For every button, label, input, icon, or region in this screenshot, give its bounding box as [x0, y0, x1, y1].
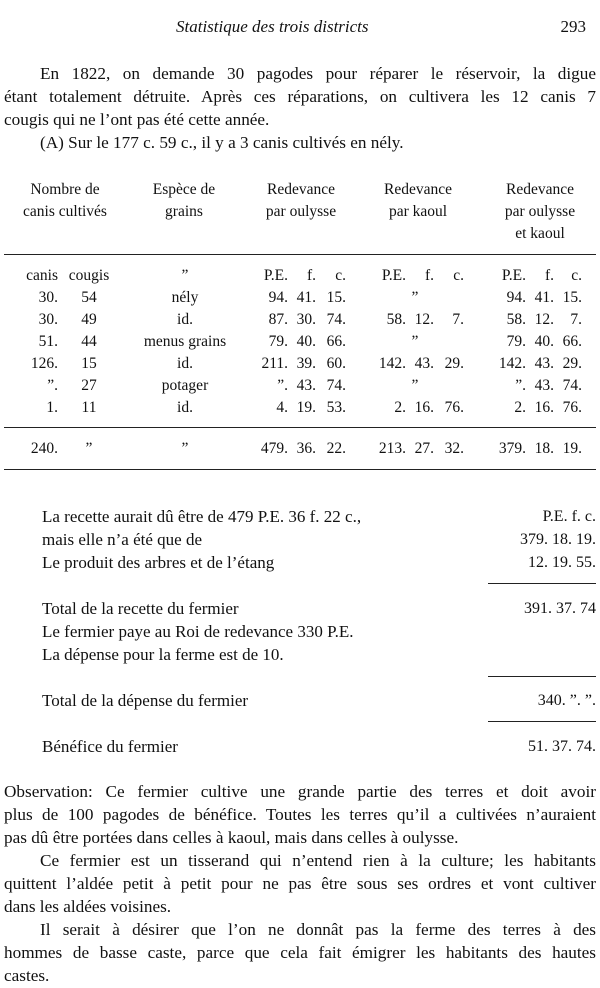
cell-redevance-k: 27.: [414, 440, 434, 457]
cell-redevance-o: 41.: [296, 289, 316, 306]
header-line: Redevance: [506, 181, 574, 198]
cell-canis: 240.: [30, 440, 58, 457]
header-line: par oulysse: [504, 203, 576, 220]
cell-redevance-k: 58.: [386, 311, 406, 328]
intro-line: étant totalement détruite. Après ces réparations, on cultivera les 12 canis 7: [4, 87, 596, 106]
observation-line: pas dû être portées dans celles à kaoul, mais dans celles à oulysse.: [4, 828, 459, 847]
summary-label: Bénéfice du fermier: [42, 737, 178, 756]
summary-label: La dépense pour la ferme est de 10.: [42, 645, 284, 664]
header-line: par oulysse: [265, 203, 337, 220]
observation-line: Observation: Ce fermier cultive une grande partie des terres et doit avoir: [4, 782, 596, 801]
cell-redevance-o: 60.: [326, 355, 346, 372]
unit-c5: c.: [571, 267, 582, 284]
intro-paragraph: [4, 62, 596, 154]
unit-c3: P.E.: [263, 267, 288, 284]
cell-canis: 126.: [30, 355, 58, 372]
table-row-total: [0, 438, 600, 460]
cell-redevance-ok: 16.: [534, 399, 554, 416]
cell-grain: potager: [161, 377, 209, 394]
cell-cougis: 15: [81, 355, 97, 372]
header-line: canis cultivés: [23, 203, 107, 220]
summary-label: Total de la dépense du fermier: [42, 691, 249, 710]
cell-grain: nély: [171, 289, 199, 306]
cell-redevance-k: 142.: [378, 355, 406, 372]
header-line: Redevance: [384, 181, 452, 198]
intro-line: cougis qui ne l’ont pas été cette année.: [4, 110, 270, 129]
cell-redevance-ok: 94.: [506, 289, 526, 306]
observation-line: plus de 100 pagodes de bénéfice. Toutes les terres qu’il a cultivées n’auraient: [4, 805, 596, 824]
table-row: [0, 331, 600, 353]
cell-redevance-ok: 58.: [506, 311, 526, 328]
cell-redevance-o: 39.: [296, 355, 316, 372]
cell-redevance-o: 479.: [260, 440, 288, 457]
cell-grain: id.: [177, 399, 193, 416]
unit-c4: P.E.: [381, 267, 406, 284]
cell-redevance-ok: 43.: [534, 377, 554, 394]
cell-canis: 30.: [38, 311, 58, 328]
table-row: [0, 375, 600, 397]
table-rule-bottom: [4, 469, 596, 470]
cell-cougis: 54: [81, 289, 97, 306]
cell-redevance-k: 213.: [378, 440, 406, 457]
cell-redevance-k: ”: [411, 377, 419, 394]
cell-redevance-k: 7.: [452, 311, 464, 328]
summary-label: Le fermier paye au Roi de redevance 330 P.E.: [42, 622, 354, 641]
header-nombre-canis: [10, 179, 120, 223]
cell-redevance-k: ”: [411, 289, 419, 306]
cell-redevance-ok: ”.: [515, 377, 526, 394]
cell-cougis: ”: [85, 440, 93, 457]
header-line: Redevance: [267, 181, 335, 198]
header-redevance-oulysse-kaoul: [484, 179, 596, 245]
summary-label: La recette aurait dû être de 479 P.E. 36 f. 22 c.,: [42, 507, 362, 526]
cell-redevance-k: 12.: [414, 311, 434, 328]
cell-redevance-o: 66.: [326, 333, 346, 350]
header-line: et kaoul: [515, 225, 565, 242]
cell-redevance-ok: 2.: [514, 399, 526, 416]
cell-redevance-ok: 66.: [562, 333, 582, 350]
unit-c4: f.: [424, 267, 434, 284]
unit-grain: ”: [181, 267, 189, 284]
cell-redevance-o: 4.: [276, 399, 288, 416]
cell-redevance-ok: 40.: [534, 333, 554, 350]
cell-redevance-o: 30.: [296, 311, 316, 328]
cell-cougis: 49: [81, 311, 97, 328]
cell-canis: ”.: [47, 377, 58, 394]
table-row: [0, 309, 600, 331]
summary-rule: [488, 721, 596, 722]
cell-redevance-o: 74.: [326, 377, 346, 394]
summary-label: Total de la recette du fermier: [42, 599, 239, 618]
cell-redevance-ok: 7.: [570, 311, 582, 328]
cell-redevance-o: 87.: [268, 311, 288, 328]
cell-redevance-ok: 142.: [498, 355, 526, 372]
cell-redevance-ok: 79.: [506, 333, 526, 350]
cell-redevance-o: 40.: [296, 333, 316, 350]
summary-value: 379. 18. 19.: [520, 531, 596, 548]
cell-redevance-ok: 74.: [562, 377, 582, 394]
cell-grain: ”: [181, 440, 189, 457]
summary-units: P.E. f. c.: [542, 508, 596, 525]
cell-redevance-k: ”: [411, 333, 419, 350]
header-redevance-kaoul: [366, 179, 470, 223]
table-row: [0, 287, 600, 309]
summary-value: 51. 37. 74.: [528, 738, 596, 755]
unit-c5: f.: [544, 267, 554, 284]
cell-redevance-o: 79.: [268, 333, 288, 350]
observation-line: Il serait à désirer que l’on ne donnât pas la ferme des terres à des: [40, 920, 596, 939]
observation-line: quittent l’aldée petit à petit pour ne pas être sous ses ordres et vont cultiver: [4, 874, 596, 893]
cell-redevance-k: 43.: [414, 355, 434, 372]
cell-redevance-o: 94.: [268, 289, 288, 306]
intro-line: En 1822, on demande 30 pagodes pour réparer le réservoir, la digue: [40, 64, 596, 83]
cell-redevance-o: 43.: [296, 377, 316, 394]
unit-cougis: cougis: [68, 267, 110, 284]
summary-label: Le produit des arbres et de l’étang: [42, 553, 275, 572]
header-line: Nombre de: [30, 181, 100, 198]
observation-line: dans les aldées voisines.: [4, 897, 172, 916]
cell-redevance-o: 15.: [326, 289, 346, 306]
page-number: 293: [560, 17, 586, 36]
cell-redevance-k: 2.: [394, 399, 406, 416]
cell-redevance-ok: 43.: [534, 355, 554, 372]
cell-redevance-o: ”.: [277, 377, 288, 394]
cell-redevance-o: 22.: [326, 440, 346, 457]
header-redevance-oulysse: [246, 179, 356, 223]
cell-canis: 30.: [38, 289, 58, 306]
observation-line: Ce fermier est un tisserand qui n’entend rien à la culture; les habitants: [40, 851, 596, 870]
header-line: grains: [165, 203, 203, 220]
intro-note-line: (A) Sur le 177 c. 59 c., il y a 3 canis cultivés en nély.: [40, 133, 404, 152]
observation-line: hommes de basse caste, parce que cela fait émigrer les habitants des hautes: [4, 943, 596, 962]
cell-redevance-ok: 41.: [534, 289, 554, 306]
cell-redevance-ok: 379.: [498, 440, 526, 457]
cell-redevance-o: 53.: [326, 399, 346, 416]
unit-c3: c.: [335, 267, 346, 284]
observation-section: [4, 780, 596, 987]
cell-redevance-k: 16.: [414, 399, 434, 416]
summary-value: 12. 19. 55.: [528, 554, 596, 571]
cell-cougis: 27: [81, 377, 97, 394]
table-rule-total-top: [4, 427, 596, 428]
cell-redevance-k: 32.: [444, 440, 464, 457]
header-line: Espèce de: [152, 181, 216, 198]
cell-redevance-ok: 29.: [562, 355, 582, 372]
cell-grain: menus grains: [143, 333, 227, 350]
cell-grain: id.: [177, 355, 193, 372]
unit-c5: P.E.: [501, 267, 526, 284]
summary-value: 391. 37. 74: [524, 600, 596, 617]
cell-redevance-o: 19.: [296, 399, 316, 416]
cell-redevance-ok: 12.: [534, 311, 554, 328]
cell-canis: 1.: [46, 399, 58, 416]
cell-redevance-ok: 15.: [562, 289, 582, 306]
unit-c4: c.: [453, 267, 464, 284]
cell-grain: id.: [177, 311, 193, 328]
table-rule-top: [4, 254, 596, 255]
cell-redevance-ok: 19.: [562, 440, 582, 457]
cell-redevance-o: 74.: [326, 311, 346, 328]
table-row: [0, 397, 600, 419]
summary-value: 340. ”. ”.: [537, 692, 596, 709]
summary-label: mais elle n’a été que de: [42, 530, 203, 549]
cell-redevance-k: 76.: [444, 399, 464, 416]
cell-canis: 51.: [38, 333, 58, 350]
cell-redevance-o: 36.: [296, 440, 316, 457]
table-row: [0, 353, 600, 375]
unit-canis: canis: [26, 267, 58, 284]
header-line: par kaoul: [388, 203, 448, 220]
unit-c3: f.: [306, 267, 316, 284]
cell-redevance-k: 29.: [444, 355, 464, 372]
cell-redevance-o: 211.: [261, 355, 288, 372]
cell-redevance-ok: 76.: [562, 399, 582, 416]
header-espece-grains: [134, 179, 234, 223]
cell-cougis: 11: [81, 399, 97, 416]
running-title: Statistique des trois districts: [176, 17, 369, 36]
cell-cougis: 44: [81, 333, 97, 350]
summary-rule: [488, 676, 596, 677]
observation-line: castes.: [4, 966, 50, 985]
summary-rule: [488, 583, 596, 584]
cell-redevance-ok: 18.: [534, 440, 554, 457]
